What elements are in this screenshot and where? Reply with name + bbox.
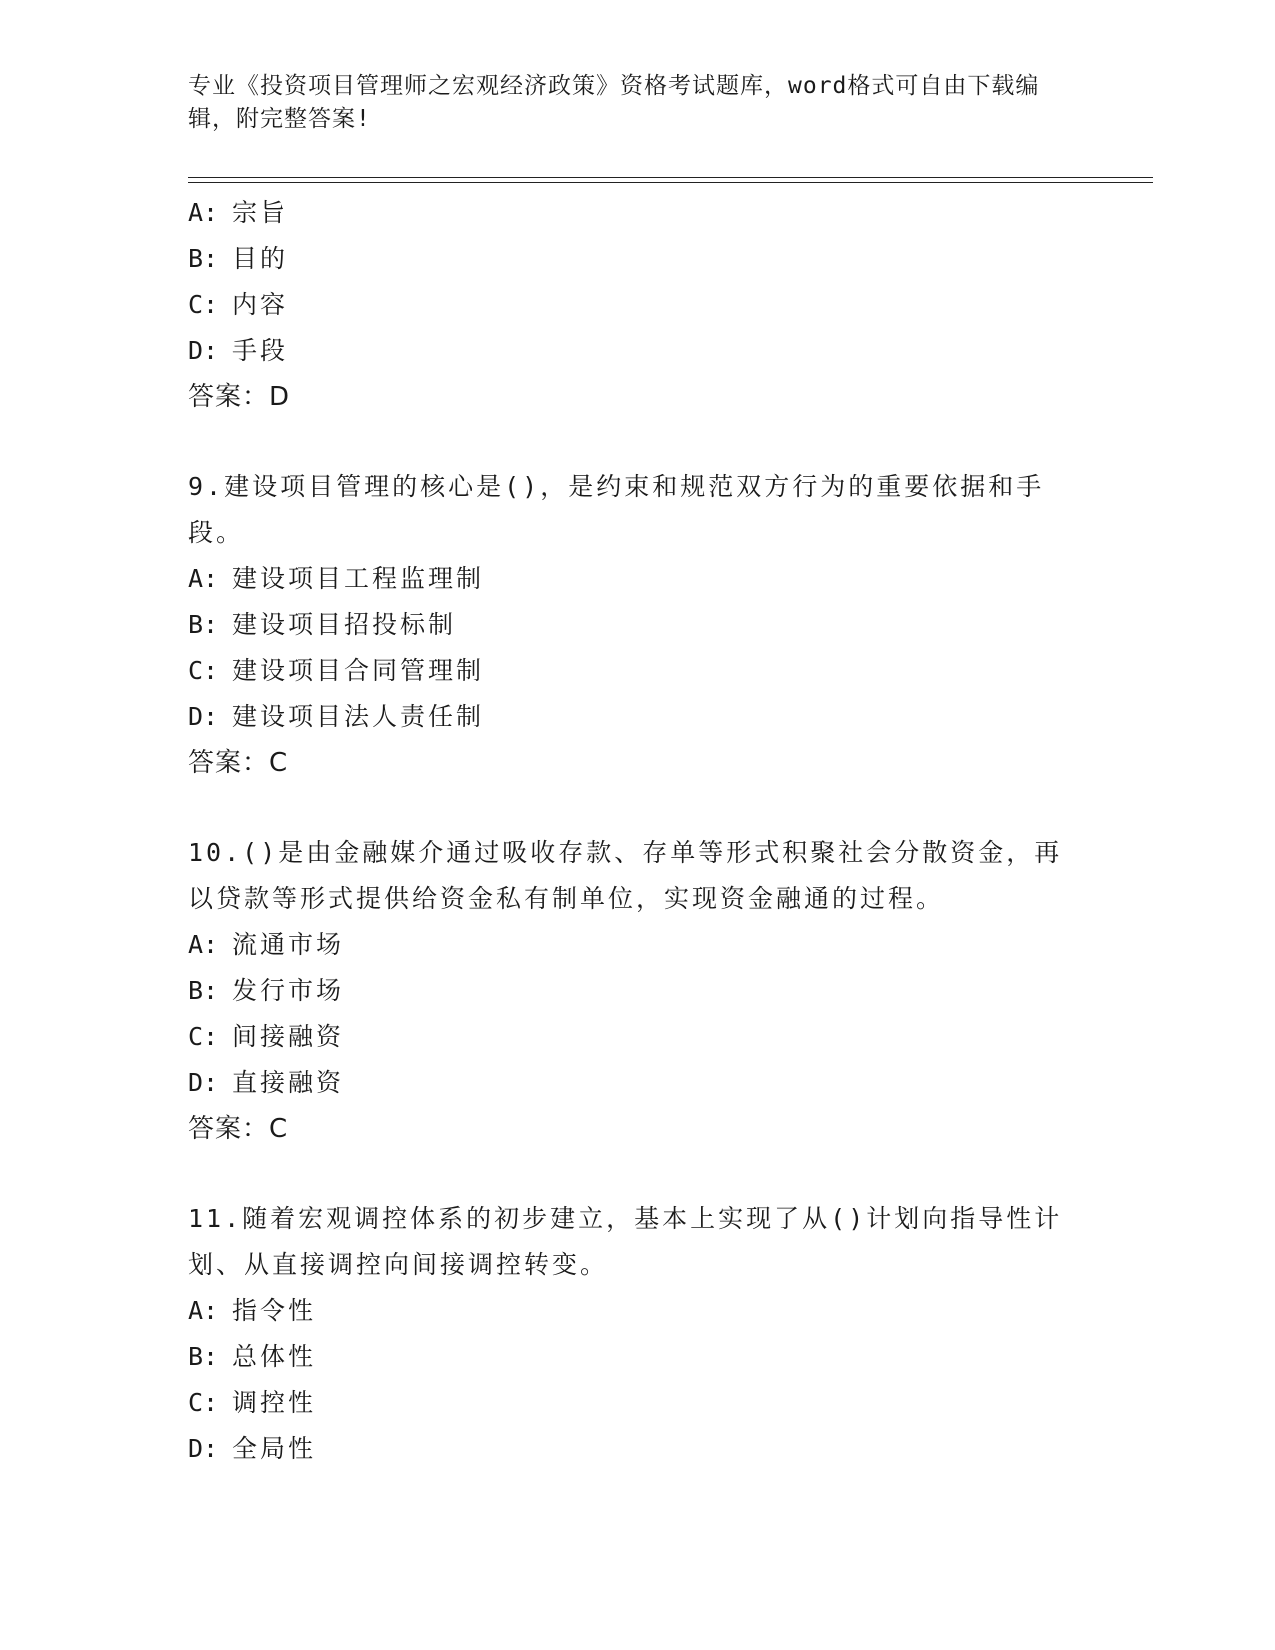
header-rule-bottom — [188, 182, 1153, 183]
spacer — [188, 420, 1088, 464]
option-d: D: 建设项目法人责任制 — [188, 702, 485, 731]
document-header — [188, 70, 1068, 136]
spacer — [188, 1152, 1088, 1196]
option-d: D: 全局性 — [188, 1434, 317, 1463]
option-a: A: 建设项目工程监理制 — [188, 564, 485, 593]
question-text-line-2: 段。 — [188, 518, 245, 547]
header-line-2: 辑，附完整答案! — [188, 106, 371, 132]
spacer — [188, 786, 1088, 830]
header-rule-top — [188, 177, 1153, 178]
option-c: C: 调控性 — [188, 1388, 317, 1417]
question-text-line-1: 11.随着宏观调控体系的初步建立，基本上实现了从()计划向指导性计 — [188, 1204, 1063, 1233]
option-d: D: 手段 — [188, 336, 289, 365]
option-b: B: 总体性 — [188, 1342, 317, 1371]
option-a: A: 流通市场 — [188, 930, 345, 959]
option-c: C: 内容 — [188, 290, 289, 319]
question-block-11 — [188, 1196, 1088, 1472]
option-c: C: 间接融资 — [188, 1022, 345, 1051]
answer-line: 答案：C — [188, 1114, 289, 1144]
answer-line: 答案：D — [188, 382, 291, 412]
option-d: D: 直接融资 — [188, 1068, 345, 1097]
question-block-10 — [188, 830, 1088, 1152]
question-text-line-2: 以贷款等形式提供给资金私有制单位，实现资金融通的过程。 — [188, 884, 945, 913]
option-c: C: 建设项目合同管理制 — [188, 656, 485, 685]
option-a: A: 宗旨 — [188, 198, 289, 227]
question-text-line-2: 划、从直接调控向间接调控转变。 — [188, 1250, 609, 1279]
question-block-8 — [188, 190, 1088, 420]
answer-line: 答案：C — [188, 748, 289, 778]
question-list — [188, 190, 1088, 1472]
question-text-line-1: 10.()是由金融媒介通过吸收存款、存单等形式积聚社会分散资金，再 — [188, 838, 1063, 867]
option-b: B: 建设项目招投标制 — [188, 610, 457, 639]
option-a: A: 指令性 — [188, 1296, 317, 1325]
question-block-9 — [188, 464, 1088, 786]
header-line-1: 专业《投资项目管理师之宏观经济政策》资格考试题库，word格式可自由下载编 — [188, 73, 1040, 99]
option-b: B: 目的 — [188, 244, 289, 273]
option-b: B: 发行市场 — [188, 976, 345, 1005]
question-text-line-1: 9.建设项目管理的核心是()，是约束和规范双方行为的重要依据和手 — [188, 472, 1045, 501]
